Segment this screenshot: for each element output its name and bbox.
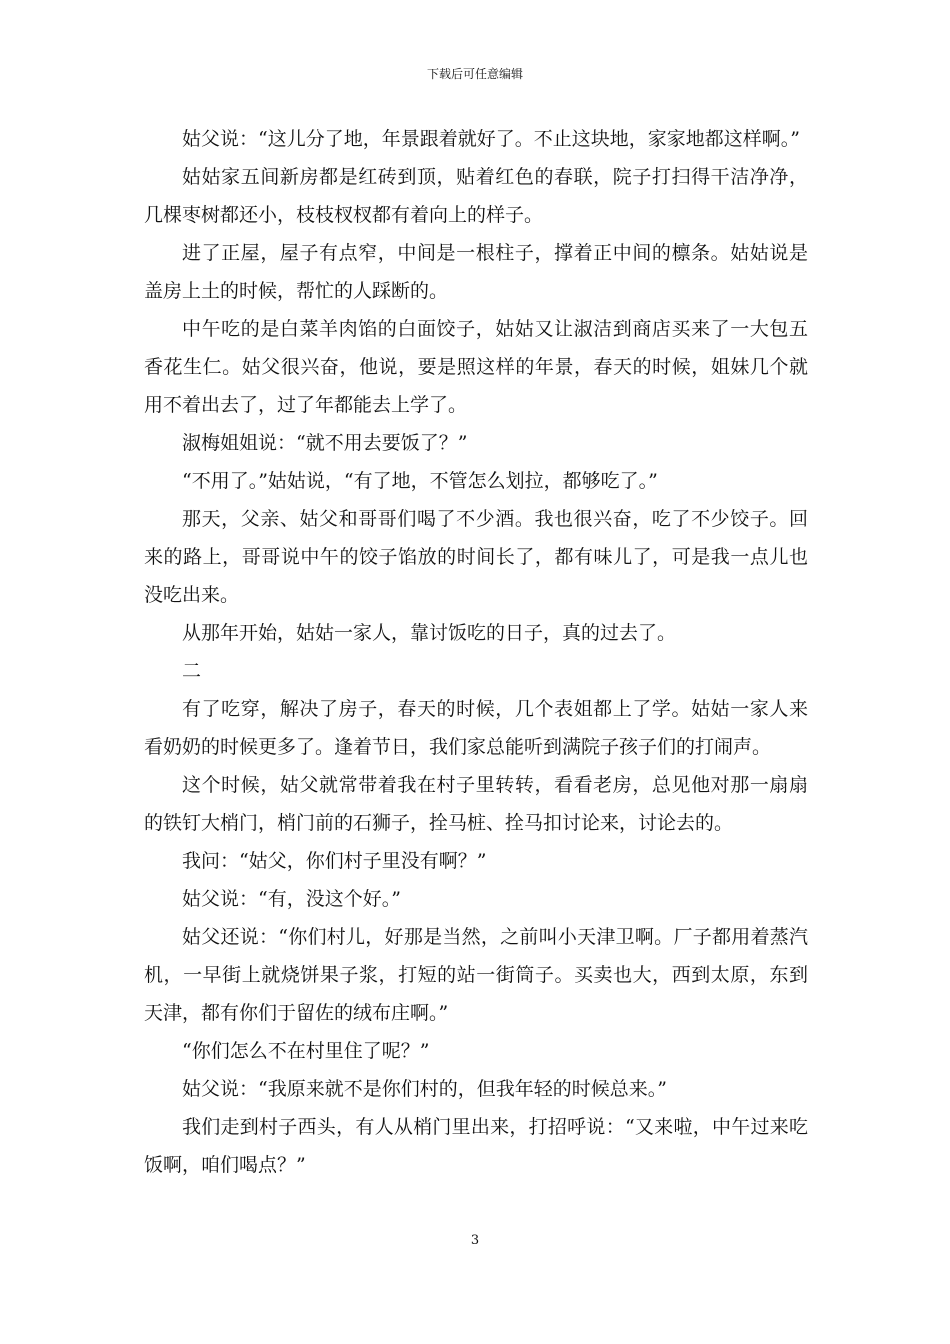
- paragraph: “不用了。”姑姑说，“有了地，不管怎么划拉，都够吃了。”: [182, 470, 658, 492]
- paragraph: 淑梅姐姐说：“就不用去要饭了？”: [182, 432, 468, 454]
- paragraph: 姑父说：“我原来就不是你们村的，但我年轻的时候总来。”: [182, 1078, 667, 1100]
- paragraph: 那天，父亲、姑父和哥哥们喝了不少酒。我也很兴奋，吃了不少饺子。回来的路上，哥哥说中午的饺子馅放的时间长了，都有味儿了，可是我一点儿也没吃出来。: [144, 508, 808, 606]
- paragraph: 姑父说：“有，没这个好。”: [182, 888, 401, 910]
- paragraph: 姑姑家五间新房都是红砖到顶，贴着红色的春联，院子打扫得干洁净净，几棵枣树都还小，枝枝杈杈都有着向上的样子。: [144, 166, 808, 226]
- section-heading: 二: [182, 660, 202, 682]
- paragraph: 我问：“姑父，你们村子里没有啊？”: [182, 850, 487, 872]
- page-header: 下载后可任意编辑: [426, 67, 523, 81]
- paragraph: 这个时候，姑父就常带着我在村子里转转，看看老房，总见他对那一扇扇的铁钉大梢门，梢门前的石狮子，拴马桩、拴马扣讨论来，讨论去的。: [144, 774, 808, 834]
- paragraph: 姑父说：“这儿分了地，年景跟着就好了。不止这块地，家家地都这样啊。”: [182, 128, 800, 150]
- paragraph: 有了吃穿，解决了房子，春天的时候，几个表姐都上了学。姑姑一家人来看奶奶的时候更多了。逢着节日，我们家总能听到满院子孩子们的打闹声。: [144, 698, 808, 758]
- paragraph: 中午吃的是白菜羊肉馅的白面饺子，姑姑又让淑洁到商店买来了一大包五香花生仁。姑父很兴奋，他说，要是照这样的年景，春天的时候，姐妹几个就用不着出去了，过了年都能去上学了。: [144, 318, 808, 416]
- document-body: [144, 120, 808, 1184]
- paragraph: 我们走到村子西头，有人从梢门里出来，打招呼说：“又来啦，中午过来吃饭啊，咱们喝点？”: [144, 1116, 808, 1176]
- paragraph: 从那年开始，姑姑一家人，靠讨饭吃的日子，真的过去了。: [182, 622, 677, 644]
- paragraph: 进了正屋，屋子有点窄，中间是一根柱子，撑着正中间的檩条。姑姑说是盖房上土的时候，帮忙的人踩断的。: [144, 242, 808, 302]
- paragraph: “你们怎么不在村里住了呢？”: [182, 1040, 430, 1062]
- paragraph: 姑父还说：“你们村儿，好那是当然，之前叫小天津卫啊。厂子都用着蒸汽机，一早街上就烧饼果子浆，打短的站一街筒子。买卖也大，西到太原，东到天津，都有你们于留佐的绒布庄啊。”: [144, 926, 808, 1024]
- page-number: 3: [470, 1233, 480, 1248]
